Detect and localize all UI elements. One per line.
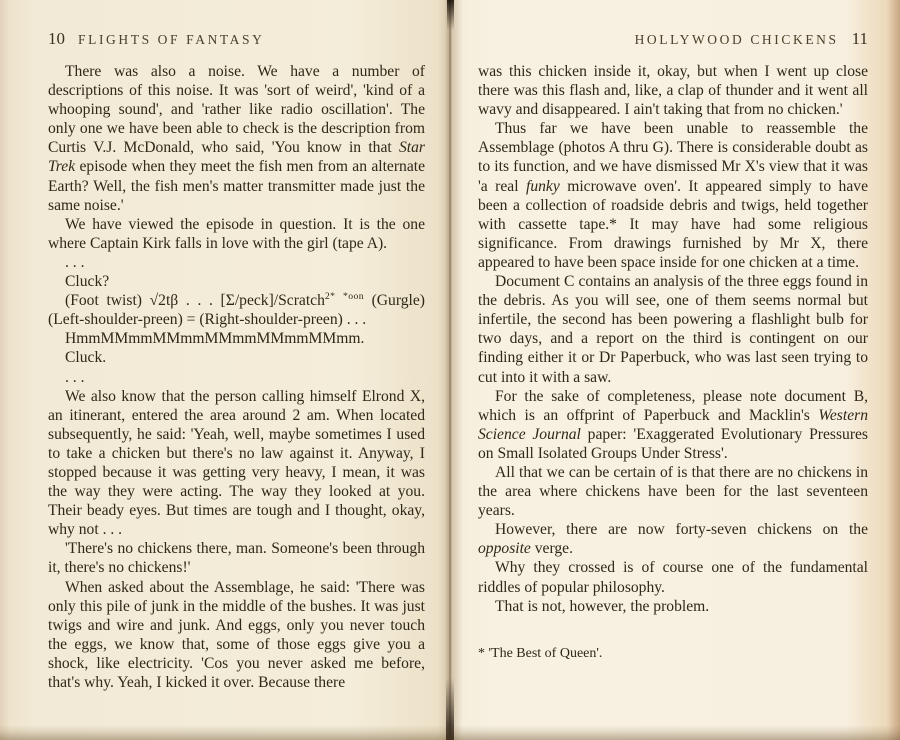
page-header-left — [48, 29, 425, 49]
paragraph: was this chicken inside it, okay, but when I went up close there was this flash and, like, a clap of thunder and it went all wavy and disappeared. I ain't taking that from no chicken.' — [478, 63, 868, 119]
paragraph: . . . — [65, 253, 85, 271]
paragraph: That is not, however, the problem. — [495, 597, 710, 615]
paragraph: For the sake of completeness, please note document B, which is an offprint of Paperbuck and Macklin's Western Science Journal paper: 'Exaggerated Evolutionary Pressures on Small Isolated Groups Under Stress'. — [478, 387, 869, 462]
running-head-right: HOLLYWOOD CHICKENS — [634, 32, 839, 47]
page-number-left: 10 — [48, 29, 65, 48]
paragraph: Why they crossed is of course one of the fundamental riddles of popular philosophy. — [478, 559, 868, 596]
paragraph: All that we can be certain of is that there are no chickens in the area where chickens have been for the last seventeen years. — [478, 463, 868, 520]
paragraph: There was also a noise. We have a number of descriptions of this noise. It was 'sort of weird', 'kind of a whooping sound', and 'rather like radio oscillation'. The only one we have been able to check is the description from Curtis V.J. McDonald, who said, 'You know in that Star Trek episode when they meet the fish men from an alternate Earth? Well, the fish men's matter transmitter made just the same noise.' — [48, 63, 425, 214]
paragraph: Document C contains an analysis of the three eggs found in the debris. As you will see, one of them seems normal but infertile, the second has been powering a flashlight bulb for two days, and a report on the third is contingent on our finding either it or Dr Paperbuck, who was last seen trying to cut into it with a saw. — [478, 273, 868, 386]
page-body-left — [48, 62, 425, 692]
paragraph: Thus far we have been unable to reassemble the Assemblage (photos A thru G). There is considerable doubt as to its function, and we have dismissed Mr X's view that it was 'a real funky microwave oven'. It appeared simply to have been a collection of roadside debris and twigs, held together with cassette tape.* It may have had some religious significance. From drawings furnished by Mr X, there appeared to have been space inside for one chicken at a time. — [478, 120, 868, 271]
paragraph: 'There's no chickens there, man. Someone's been through it, there's no chickens!' — [48, 540, 425, 577]
paragraph: We have viewed the episode in question. It is the one where Captain Kirk falls in love with the girl (tape A). — [48, 215, 425, 252]
paragraph: Cluck. — [65, 349, 107, 367]
running-head-left: FLIGHTS OF FANTASY — [78, 32, 265, 47]
paragraph: Cluck? — [65, 273, 110, 291]
page-number-right: 11 — [851, 29, 868, 48]
paragraph: We also know that the person calling himself Elrond X, an itinerant, entered the area around 2 am. When located subsequently, he said: 'Yeah, well, maybe sometimes I used to take a chicken but there's no law against it. Anyway, I stopped because it was getting very heavy, I mean, it was the way they were acting. The way they looked at you. Their beady eyes. But times are tough and I thought, okay, why not . . . — [48, 387, 425, 539]
paragraph: However, there are now forty-seven chickens on the opposite verge. — [478, 521, 868, 558]
page-right — [450, 0, 900, 740]
book-gutter — [438, 0, 462, 740]
page-header-right — [478, 29, 868, 49]
paragraph: . . . — [65, 368, 85, 386]
paragraph: (Foot twist) √2tβ . . . [Σ/peck]/Scratch$^{2*}$ $^{*oon}$ (Gurgle) (Left-shoulder-preen) = (Right-shoulder-preen) . . . — [48, 290, 425, 329]
footnote: * 'The Best of Queen'. — [478, 645, 603, 661]
page-body-right — [478, 62, 868, 616]
paragraph: When asked about the Assemblage, he said: 'There was only this pile of junk in the middle of the bushes. It was just twigs and wire and junk. And eggs, only you never touch the eggs, we know that, some of those eggs give you a shock, like electricity. 'Cos you never asked me before, that's why. Yeah, I kicked it over. Because there — [48, 578, 425, 691]
paragraph: HmmMMmmMMmmMMmmMMmmMMmm. — [65, 330, 365, 348]
